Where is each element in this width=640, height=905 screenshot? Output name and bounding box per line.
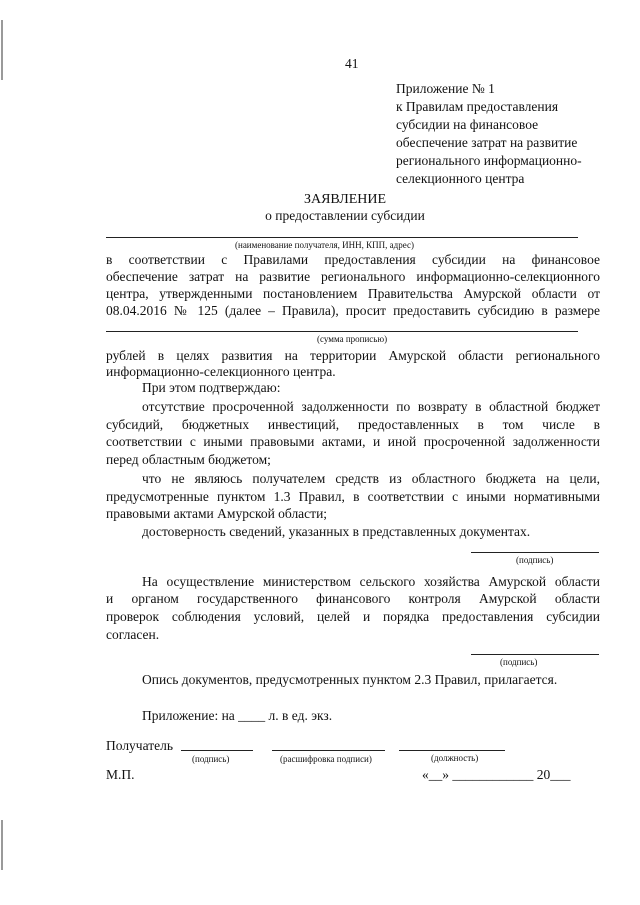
confirm-intro: При этом подтверждаю: <box>142 380 281 395</box>
recipient-decryption-caption: (расшифровка подписи) <box>280 754 372 764</box>
confirm-item-line: соответствии с иными правовыми актами, и иной просроченной задолженности <box>106 434 600 449</box>
consent-line: согласен. <box>106 627 160 642</box>
page-number: 41 <box>345 56 359 71</box>
appendix-line: субсидии на финансовое <box>396 117 539 132</box>
paragraph-line: центра, утвержденными постановлением Правительства Амурской области от <box>106 286 600 301</box>
attachment-line: Приложение: на ____ л. в ед. экз. <box>142 708 333 723</box>
confirm-item-line: субсидий, бюджетных инвестиций, предоставленных в том числе в <box>106 417 600 432</box>
recipient-signature-caption: (подпись) <box>192 754 230 764</box>
document-title: ЗАЯВЛЕНИЕ <box>303 192 387 207</box>
signature-line <box>471 552 599 553</box>
amount-field-line <box>106 331 578 332</box>
appendix-line: селекционного центра <box>396 171 525 186</box>
recipient-label: Получатель <box>106 738 174 753</box>
recipient-position-caption: (должность) <box>431 753 479 763</box>
date-line: «__» ____________ 20___ <box>422 767 571 782</box>
recipient-signature-line <box>181 750 253 751</box>
stamp-label: М.П. <box>106 767 135 782</box>
appendix-block <box>396 80 582 188</box>
document-subtitle: о предоставлении субсидии <box>265 208 425 223</box>
recipient-position-line <box>399 750 505 751</box>
signature-caption: (подпись) <box>516 555 554 565</box>
amount-caption: (сумма прописью) <box>317 334 388 344</box>
recipient-field-line <box>106 237 578 238</box>
appendix-title: Приложение № 1 <box>396 81 495 96</box>
consent-line: На осуществление министерством сельского хозяйства Амурской области <box>142 574 600 589</box>
scan-edge-mark <box>1 20 3 80</box>
paragraph-line: обеспечение затрат на развитие регионального информационно-селекционного <box>106 269 600 284</box>
recipient-caption: (наименование получателя, ИНН, КПП, адрес) <box>235 240 414 250</box>
consent-line: проверок соблюдения условий, целей и порядка предоставления субсидии <box>106 609 600 624</box>
appendix-line: регионального информационно- <box>396 153 582 168</box>
confirm-item-line: перед областным бюджетом; <box>106 452 271 467</box>
confirm-item-line: предусмотренные пунктом 1.3 Правил, в соответствии с иными нормативными <box>106 489 600 504</box>
confirm-item-line: достоверность сведений, указанных в представленных документах. <box>142 524 531 539</box>
confirm-item-line: что не являюсь получателем средств из областного бюджета на цели, <box>142 471 600 486</box>
inventory-note: Опись документов, предусмотренных пунктом 2.3 Правил, прилагается. <box>142 672 558 687</box>
consent-line: и органом государственного финансового контроля Амурской области <box>106 591 600 606</box>
recipient-decryption-line <box>272 750 385 751</box>
paragraph-line: 08.04.2016 № 125 (далее – Правила), просит предоставить субсидию в размере <box>106 303 600 318</box>
confirm-item-line: правовыми актами Амурской области; <box>106 506 328 521</box>
scan-edge-mark <box>1 820 3 870</box>
appendix-line: к Правилам предоставления <box>396 99 559 114</box>
confirm-item-line: отсутствие просроченной задолженности по возврату в областной бюджет <box>142 399 600 414</box>
signature-caption: (подпись) <box>500 657 538 667</box>
paragraph-line: рублей в целях развития на территории Амурской области регионального <box>106 348 600 363</box>
appendix-line: обеспечение затрат на развитие <box>396 135 578 150</box>
signature-line <box>471 654 599 655</box>
paragraph-line: в соответствии с Правилами предоставления субсидии на финансовое <box>106 252 600 267</box>
paragraph-line: информационно-селекционного центра. <box>106 364 336 379</box>
